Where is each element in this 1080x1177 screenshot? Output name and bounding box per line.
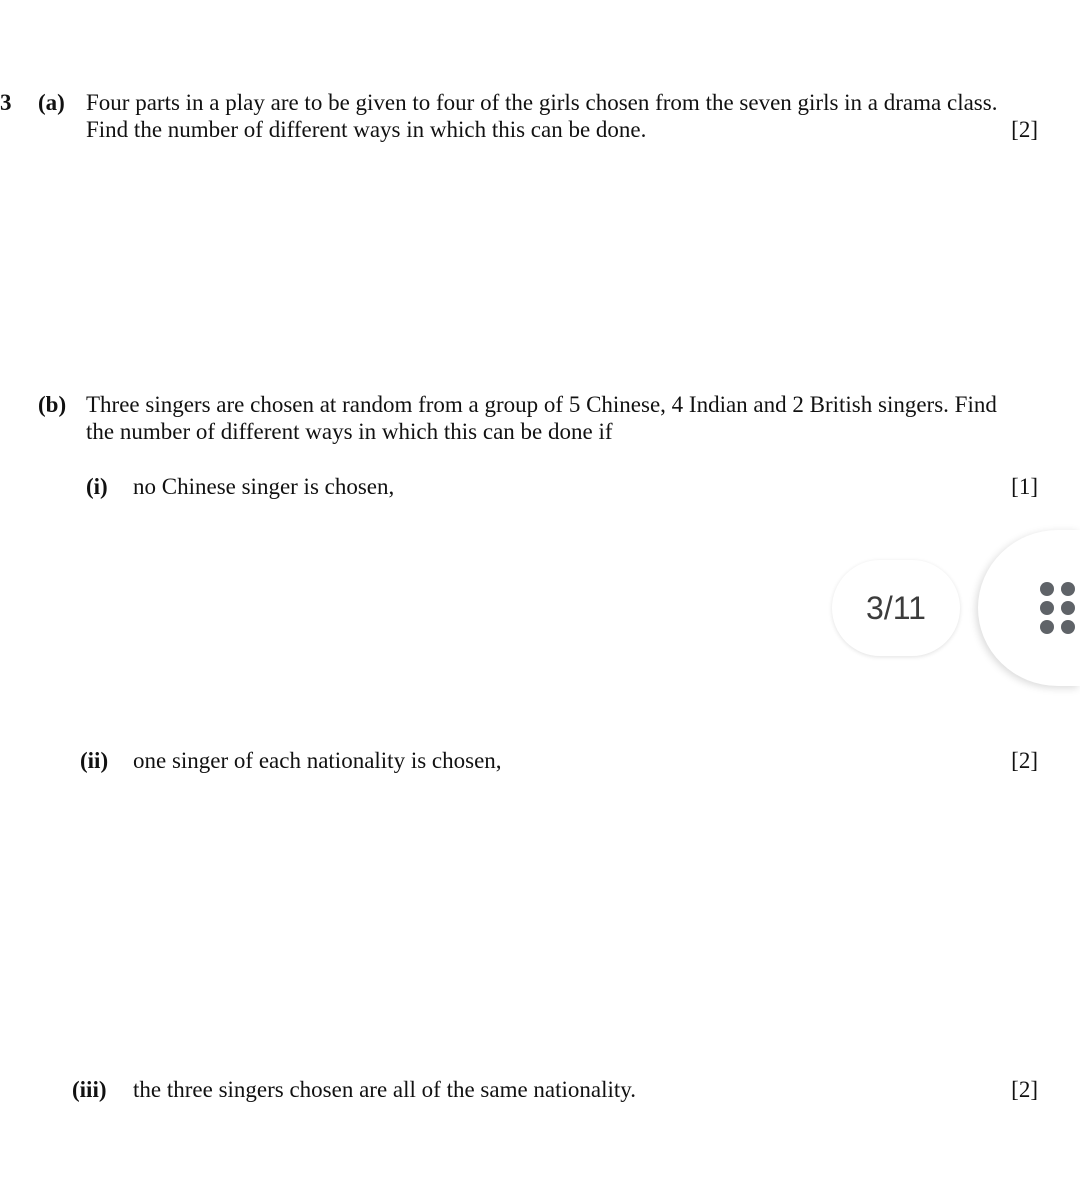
subpart-iii-marks: [2] (1011, 1077, 1038, 1102)
subpart-ii-label: (ii) (80, 748, 109, 773)
subpart-i-marks: [1] (1011, 474, 1038, 499)
subpart-iii-text: the three singers chosen are all of the same nationality. (133, 1077, 637, 1102)
part-b-line1: Three singers are chosen at random from a group of 5 Chinese, 4 Indian and 2 British singers. Find (86, 392, 997, 417)
subpart-ii-text: one singer of each nationality is chosen, (133, 748, 502, 773)
part-a-marks: [2] (1011, 117, 1038, 142)
question-number: 3 (0, 90, 12, 115)
part-a-label: (a) (38, 90, 65, 115)
grid-dots-icon (1040, 582, 1075, 634)
part-a-line1: Four parts in a play are to be given to four of the girls chosen from the seven girls in a drama class. (86, 90, 998, 115)
part-b-label: (b) (38, 392, 67, 417)
page-grid-button[interactable] (978, 530, 1080, 686)
subpart-i-label: (i) (86, 474, 108, 499)
subpart-ii-marks: [2] (1011, 748, 1038, 773)
subpart-i-text: no Chinese singer is chosen, (133, 474, 395, 499)
part-b-line2: the number of different ways in which this can be done if (86, 419, 613, 444)
subpart-iii-label: (iii) (72, 1077, 107, 1102)
part-a-line2: Find the number of different ways in which this can be done. (86, 117, 647, 142)
page-indicator[interactable]: 3/11 (832, 560, 960, 656)
